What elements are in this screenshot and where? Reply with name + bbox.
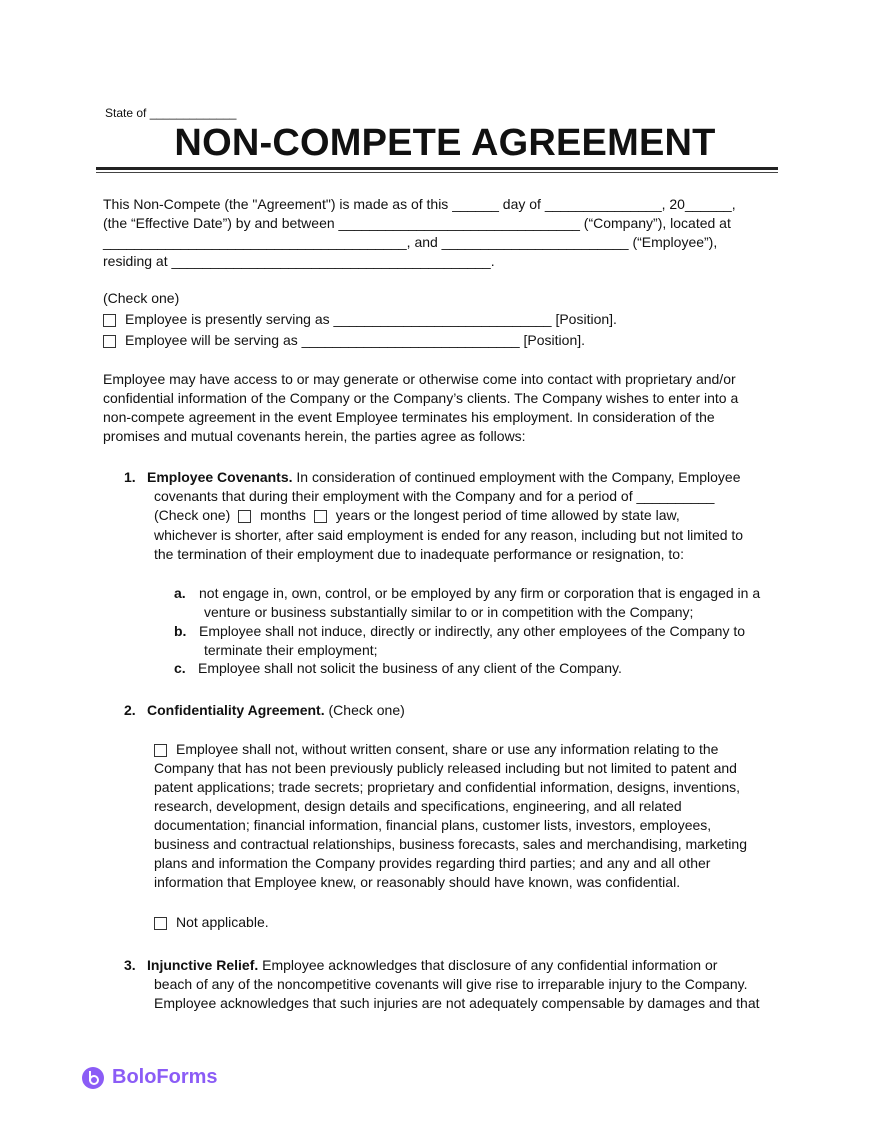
state-field: State of _____________: [105, 106, 237, 120]
checkbox[interactable]: [154, 917, 167, 930]
section-3: 3. Injunctive Relief. Employee acknowledges that disclosure of any confidential information or beach of any of the noncompetitive covenants will give rise to irreparable injury to the Company. Employee acknowledges that such injuries are not adequately compensable by damages and that: [124, 957, 760, 1011]
section-1-item-c: c. Employee shall not solicit the business of any client of the Company.: [174, 660, 622, 676]
boloforms-logo-icon: [82, 1067, 104, 1089]
text-line: (the “Effective Date”) by and between _______________________________ (“Company”), located at: [103, 215, 731, 231]
title-rule: [96, 167, 778, 170]
title-rule-thin: [96, 172, 778, 173]
position-option-1[interactable]: Employee is presently serving as ____________________________ [Position].: [103, 310, 617, 329]
check-one-label: (Check one): [103, 290, 180, 306]
confidentiality-option-2[interactable]: Not applicable.: [154, 913, 269, 932]
checkbox[interactable]: [103, 335, 116, 348]
text-line: Employee may have access to or may generate or otherwise come into contact with proprietary and/or: [103, 371, 736, 387]
section-1: 1. Employee Covenants. In consideration of continued employment with the Company, Employee covenants that during their employment with the Company and for a period of __________ (Check one) months years or the longest period of time allowed by state law, whichever is shorter, after said employment is ended for any reason, including but not limited to the termination of their employment due to inadequate performance or resignation, to:: [124, 469, 744, 562]
text-line: business and contractual relationships, business forecasts, sales and merchandising, marketing: [154, 836, 747, 852]
text-line: _______________________________________, and ________________________ (“Employee”),: [103, 234, 718, 250]
boloforms-logo: BoloForms: [82, 1066, 218, 1089]
text-line: information that Employee knew, or reasonably should have known, was confidential.: [154, 874, 681, 890]
text-line: documentation; financial information, financial plans, customer lists, investors, employees,: [154, 817, 712, 833]
confidentiality-option-1: Employee shall not, without written consent, share or use any information relating to the Company that has not been previously publicly released including but not limited to patent and patent applications; trade secrets; proprietary and confidential information, designs, inventions, research, development, design details and specifications, engineering, and all related documentation; financial information, financial plans, customer lists, investors, employees, business and contractual relationships, business forecasts, sales and merchandising, marketing plans and information the Company provides regarding third parties; and any and all other information that Employee knew, or reasonably should have known, was confidential.: [154, 741, 747, 890]
checkbox[interactable]: [154, 744, 167, 757]
section-2-heading: 2. Confidentiality Agreement. (Check one): [124, 702, 405, 718]
text-line: plans and information the Company provides regarding third parties; and any and all other: [154, 855, 711, 871]
text-line: patent applications; trade secrets; proprietary and confidential information, designs, inventions,: [154, 779, 741, 795]
text-line: non-compete agreement in the event Employee terminates his employment. In consideration of the: [103, 409, 715, 425]
years-checkbox[interactable]: [314, 510, 327, 523]
recitals-paragraph: [103, 370, 738, 446]
intro-paragraph: [103, 195, 736, 271]
text-line: promises and mutual covenants herein, the parties agree as follows:: [103, 428, 526, 444]
text-line: This Non-Compete (the "Agreement") is made as of this ______ day of _______________, 20______,: [103, 196, 736, 212]
position-option-2[interactable]: Employee will be serving as ____________________________ [Position].: [103, 331, 585, 350]
section-heading: Employee Covenants.: [147, 469, 293, 485]
text-line: confidential information of the Company or the Company’s clients. The Company wishes to enter into a: [103, 390, 739, 406]
text-line: Employee acknowledges that such injuries are not adequately compensable by damages and that: [154, 995, 760, 1011]
document-title: NON-COMPETE AGREEMENT: [174, 122, 716, 164]
text-line: beach of any of the noncompetitive covenants will give rise to irreparable injury to the Company.: [154, 976, 748, 992]
text-line: whichever is shorter, after said employment is ended for any reason, including but not limited to: [154, 527, 744, 543]
text-line: residing at _________________________________________.: [103, 253, 495, 269]
text-line: the termination of their employment due to inadequate performance or resignation, to:: [154, 546, 684, 562]
section-1-item-b: b. Employee shall not induce, directly or indirectly, any other employees of the Company to terminate their employment;: [174, 623, 746, 658]
text-line: research, development, design details and specifications, engineering, and all related: [154, 798, 682, 814]
checkbox[interactable]: [103, 314, 116, 327]
text-line: Company that has not been previously publicly released including but not limited to patent and: [154, 760, 737, 776]
months-checkbox[interactable]: [238, 510, 251, 523]
section-1-item-a: a. not engage in, own, control, or be employed by any firm or corporation that is engaged in a venture or business substantially similar to or in competition with the Company;: [174, 585, 761, 620]
